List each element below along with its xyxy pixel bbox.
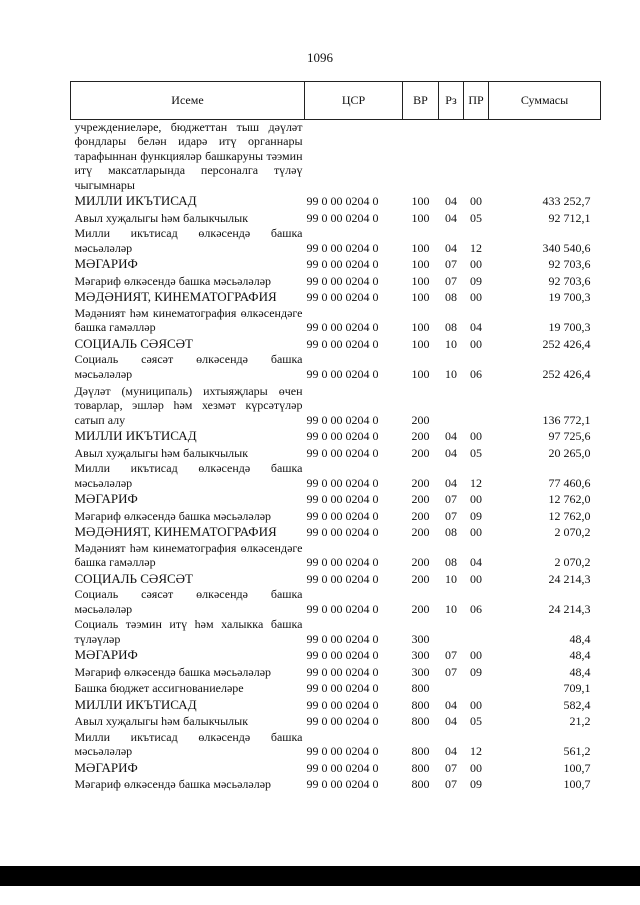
table-row	[71, 759, 601, 776]
row-sum: 24 214,3	[548, 571, 591, 586]
header-pr: ПР	[464, 82, 489, 120]
row-vr: 100	[411, 290, 430, 305]
table-row	[71, 616, 601, 646]
row-vr: 200	[411, 601, 430, 616]
row-rz: 10	[445, 366, 457, 381]
row-name: МИЛЛИ ИКЪТИСАД	[74, 428, 197, 444]
row-name: Социаль сәясәт өлкәсендә башка мәсьәләләр	[74, 352, 303, 381]
row-vr: 200	[411, 412, 430, 427]
table-row	[71, 712, 601, 729]
row-vr: 800	[411, 697, 430, 712]
table-row	[71, 192, 601, 209]
row-pr: 00	[470, 697, 482, 712]
header-name: Исеме	[71, 82, 305, 120]
table-row	[71, 255, 601, 272]
row-pr: 12	[470, 744, 482, 759]
row-sum: 340 540,6	[542, 240, 591, 255]
row-sum: 48,4	[569, 631, 591, 646]
row-rz: 04	[445, 697, 457, 712]
row-pr: 09	[470, 664, 482, 679]
row-sum: 582,4	[563, 697, 591, 712]
row-vr: 200	[411, 555, 430, 570]
row-rz: 04	[445, 744, 457, 759]
row-sum: 2 070,2	[554, 555, 591, 570]
row-name: Мәгариф өлкәсендә башка мәсьәләләр	[74, 273, 272, 288]
row-sum: 97 725,6	[548, 429, 591, 444]
row-sum: 48,4	[569, 648, 591, 663]
row-vr: 300	[411, 648, 430, 663]
table-row	[71, 335, 601, 352]
row-vr: 200	[411, 445, 430, 460]
row-csr: 99 0 00 0204 0	[306, 697, 379, 712]
row-name: МӘГАРИФ	[74, 491, 138, 507]
row-rz: 07	[445, 760, 457, 775]
row-name: учреждениеләре, бюджеттан тыш дәүләт фондлары белән идарә итү органнары тарафыннан функцияләр башкаруны тәэмин итү максатларында персоналга түләү чыгымнары	[74, 120, 303, 192]
row-pr	[464, 381, 489, 427]
row-pr: 05	[470, 714, 482, 729]
budget-table	[70, 81, 601, 792]
row-pr: 00	[470, 571, 482, 586]
row-sum: 12 762,0	[548, 508, 591, 523]
row-vr: 100	[411, 320, 430, 335]
row-csr: 99 0 00 0204 0	[306, 777, 379, 792]
row-csr: 99 0 00 0204 0	[306, 475, 379, 490]
row-rz: 04	[445, 210, 457, 225]
row-sum: 100,7	[563, 777, 591, 792]
row-rz: 04	[445, 240, 457, 255]
row-vr: 100	[411, 336, 430, 351]
row-csr: 99 0 00 0204 0	[306, 571, 379, 586]
row-sum: 433 252,7	[542, 194, 591, 209]
table-row	[71, 507, 601, 524]
row-csr: 99 0 00 0204 0	[306, 601, 379, 616]
row-csr: 99 0 00 0204 0	[306, 210, 379, 225]
row-sum: 20 265,0	[548, 445, 591, 460]
row-pr: 00	[470, 257, 482, 272]
row-vr: 200	[411, 508, 430, 523]
row-vr: 100	[411, 240, 430, 255]
row-vr	[403, 120, 439, 193]
row-vr: 800	[411, 760, 430, 775]
row-vr: 200	[411, 429, 430, 444]
row-pr	[464, 679, 489, 696]
row-name: МӘГАРИФ	[74, 759, 138, 775]
row-sum: 252 426,4	[542, 336, 591, 351]
row-vr: 200	[411, 492, 430, 507]
row-csr: 99 0 00 0204 0	[306, 508, 379, 523]
row-pr: 00	[470, 290, 482, 305]
row-csr: 99 0 00 0204 0	[306, 366, 379, 381]
row-sum: 21,2	[569, 714, 591, 729]
row-csr: 99 0 00 0204 0	[306, 760, 379, 775]
row-sum: 100,7	[563, 760, 591, 775]
row-pr: 09	[470, 777, 482, 792]
row-name: МӘДӘНИЯТ, КИНЕМАТОГРАФИЯ	[74, 289, 277, 305]
row-rz: 08	[445, 320, 457, 335]
table-row	[71, 351, 601, 381]
row-csr: 99 0 00 0204 0	[306, 744, 379, 759]
row-sum: 12 762,0	[548, 492, 591, 507]
row-csr	[305, 120, 403, 193]
row-pr: 12	[470, 240, 482, 255]
table-row	[71, 460, 601, 490]
row-name: Мәгариф өлкәсендә башка мәсьәләләр	[74, 508, 272, 523]
row-vr: 800	[411, 744, 430, 759]
row-name: Мәдәният һәм кинематография өлкәсендәге башка гамәлләр	[74, 540, 303, 570]
table-row	[71, 272, 601, 289]
row-rz: 04	[445, 445, 457, 460]
row-pr: 00	[470, 194, 482, 209]
row-sum: 19 700,3	[548, 320, 591, 335]
table-row	[71, 729, 601, 759]
row-csr: 99 0 00 0204 0	[306, 631, 379, 646]
row-csr: 99 0 00 0204 0	[306, 648, 379, 663]
row-rz: 08	[445, 555, 457, 570]
row-vr: 800	[411, 777, 430, 792]
row-pr: 00	[470, 760, 482, 775]
row-rz: 10	[445, 571, 457, 586]
row-sum: 252 426,4	[542, 366, 591, 381]
row-name: Мәгариф өлкәсендә башка мәсьәләләр	[74, 664, 272, 679]
row-vr: 200	[411, 525, 430, 540]
row-csr: 99 0 00 0204 0	[306, 290, 379, 305]
row-vr: 100	[411, 210, 430, 225]
row-name: Социаль сәясәт өлкәсендә башка мәсьәләләр	[74, 587, 303, 616]
row-rz: 07	[445, 508, 457, 523]
row-rz: 04	[445, 429, 457, 444]
row-rz	[439, 381, 464, 427]
table-row	[71, 305, 601, 335]
row-name: СОЦИАЛЬ СӘЯСӘТ	[74, 335, 193, 351]
row-rz: 10	[445, 601, 457, 616]
row-csr: 99 0 00 0204 0	[306, 492, 379, 507]
row-pr: 00	[470, 492, 482, 507]
row-name: МӘДӘНИЯТ, КИНЕМАТОГРАФИЯ	[74, 524, 277, 540]
row-rz: 04	[445, 475, 457, 490]
table-row	[71, 586, 601, 616]
row-pr: 09	[470, 508, 482, 523]
row-rz: 04	[445, 194, 457, 209]
table-row	[71, 696, 601, 713]
row-rz: 07	[445, 257, 457, 272]
row-pr: 00	[470, 336, 482, 351]
row-vr: 300	[411, 631, 430, 646]
row-csr: 99 0 00 0204 0	[306, 320, 379, 335]
row-vr: 200	[411, 571, 430, 586]
row-pr: 09	[470, 273, 482, 288]
row-name: МӘГАРИФ	[74, 256, 138, 272]
row-pr: 00	[470, 648, 482, 663]
table-row	[71, 663, 601, 680]
row-pr: 12	[470, 475, 482, 490]
row-pr: 04	[470, 320, 482, 335]
header-sum: Суммасы	[489, 82, 601, 120]
row-name: Социаль тәэмин итү һәм халыкка башка түләүләр	[74, 617, 303, 646]
row-name: МИЛЛИ ИКЪТИСАД	[74, 193, 197, 209]
row-rz: 07	[445, 492, 457, 507]
row-csr: 99 0 00 0204 0	[306, 240, 379, 255]
header-csr: ЦСР	[305, 82, 403, 120]
table-row	[71, 209, 601, 226]
row-rz	[439, 679, 464, 696]
row-sum	[489, 120, 601, 193]
table-row	[71, 444, 601, 461]
row-sum: 136 772,1	[542, 412, 591, 427]
row-pr: 05	[470, 210, 482, 225]
row-csr: 99 0 00 0204 0	[306, 664, 379, 679]
table-row	[71, 288, 601, 305]
row-vr: 100	[411, 194, 430, 209]
row-pr: 00	[470, 429, 482, 444]
table-row	[71, 120, 601, 193]
row-csr: 99 0 00 0204 0	[306, 336, 379, 351]
table-row	[71, 540, 601, 570]
row-rz: 07	[445, 648, 457, 663]
row-csr: 99 0 00 0204 0	[306, 555, 379, 570]
row-vr: 100	[411, 273, 430, 288]
row-csr: 99 0 00 0204 0	[306, 257, 379, 272]
row-csr: 99 0 00 0204 0	[306, 445, 379, 460]
row-csr: 99 0 00 0204 0	[306, 525, 379, 540]
table-row	[71, 679, 601, 696]
row-pr: 06	[470, 601, 482, 616]
row-vr: 800	[411, 714, 430, 729]
row-csr: 99 0 00 0204 0	[306, 412, 379, 427]
row-rz: 07	[445, 777, 457, 792]
row-name: Авыл хуҗалыгы һәм балыкчылык	[74, 445, 249, 460]
row-name: Дәүләт (муниципаль) ихтыяҗлары өчен товарлар, эшләр һәм хезмәт күрсәтүләр сатып алу	[74, 383, 303, 427]
row-vr: 100	[411, 257, 430, 272]
row-name: Мәдәният һәм кинематография өлкәсендәге башка гамәлләр	[74, 305, 303, 335]
row-rz: 07	[445, 664, 457, 679]
row-sum: 92 703,6	[548, 273, 591, 288]
table-row	[71, 427, 601, 444]
row-rz: 08	[445, 525, 457, 540]
row-name: Милли икътисад өлкәсендә башка мәсьәләләр	[74, 729, 303, 759]
row-name: Авыл хуҗалыгы һәм балыкчылык	[74, 210, 249, 225]
row-name: Милли икътисад өлкәсендә башка мәсьәләләр	[74, 226, 303, 255]
header-rz: Рз	[439, 82, 464, 120]
bottom-scan-bar	[0, 866, 640, 886]
header-vr: ВР	[403, 82, 439, 120]
row-sum: 77 460,6	[548, 475, 591, 490]
row-sum: 92 703,6	[548, 257, 591, 272]
row-rz	[439, 616, 464, 646]
table-row	[71, 570, 601, 587]
row-pr	[464, 120, 489, 193]
table-row	[71, 490, 601, 507]
row-name: Авыл хуҗалыгы һәм балыкчылык	[74, 714, 249, 729]
row-csr: 99 0 00 0204 0	[306, 429, 379, 444]
row-pr: 05	[470, 445, 482, 460]
row-name: Мәгариф өлкәсендә башка мәсьәләләр	[74, 777, 272, 792]
row-sum: 561,2	[563, 744, 591, 759]
row-csr: 99 0 00 0204 0	[306, 681, 379, 696]
row-rz	[439, 120, 464, 193]
row-rz: 07	[445, 273, 457, 288]
row-rz: 04	[445, 714, 457, 729]
row-vr: 200	[411, 475, 430, 490]
row-name: Башка бюджет ассигнованиеләре	[74, 681, 244, 696]
row-sum: 92 712,1	[548, 210, 591, 225]
table-row	[71, 381, 601, 427]
page-number: 1096	[307, 50, 333, 65]
row-sum: 24 214,3	[548, 601, 591, 616]
row-csr: 99 0 00 0204 0	[306, 714, 379, 729]
table-row	[71, 523, 601, 540]
row-vr: 800	[411, 681, 430, 696]
row-rz: 10	[445, 336, 457, 351]
row-vr: 100	[411, 366, 430, 381]
table-body	[71, 120, 601, 792]
row-csr: 99 0 00 0204 0	[306, 194, 379, 209]
row-sum: 19 700,3	[548, 290, 591, 305]
table-row	[71, 646, 601, 663]
row-pr	[464, 616, 489, 646]
row-rz: 08	[445, 290, 457, 305]
table-row	[71, 775, 601, 792]
table-row	[71, 225, 601, 255]
row-sum: 48,4	[569, 664, 591, 679]
row-csr: 99 0 00 0204 0	[306, 273, 379, 288]
row-vr: 300	[411, 664, 430, 679]
row-name: МӘГАРИФ	[74, 647, 138, 663]
row-name: Милли икътисад өлкәсендә башка мәсьәләләр	[74, 461, 303, 490]
row-sum: 2 070,2	[554, 525, 591, 540]
table-header-row	[71, 82, 601, 120]
row-pr: 06	[470, 366, 482, 381]
row-pr: 04	[470, 555, 482, 570]
row-name: СОЦИАЛЬ СӘЯСӘТ	[74, 570, 193, 586]
row-pr: 00	[470, 525, 482, 540]
row-name: МИЛЛИ ИКЪТИСАД	[74, 696, 197, 712]
row-sum: 709,1	[563, 681, 591, 696]
